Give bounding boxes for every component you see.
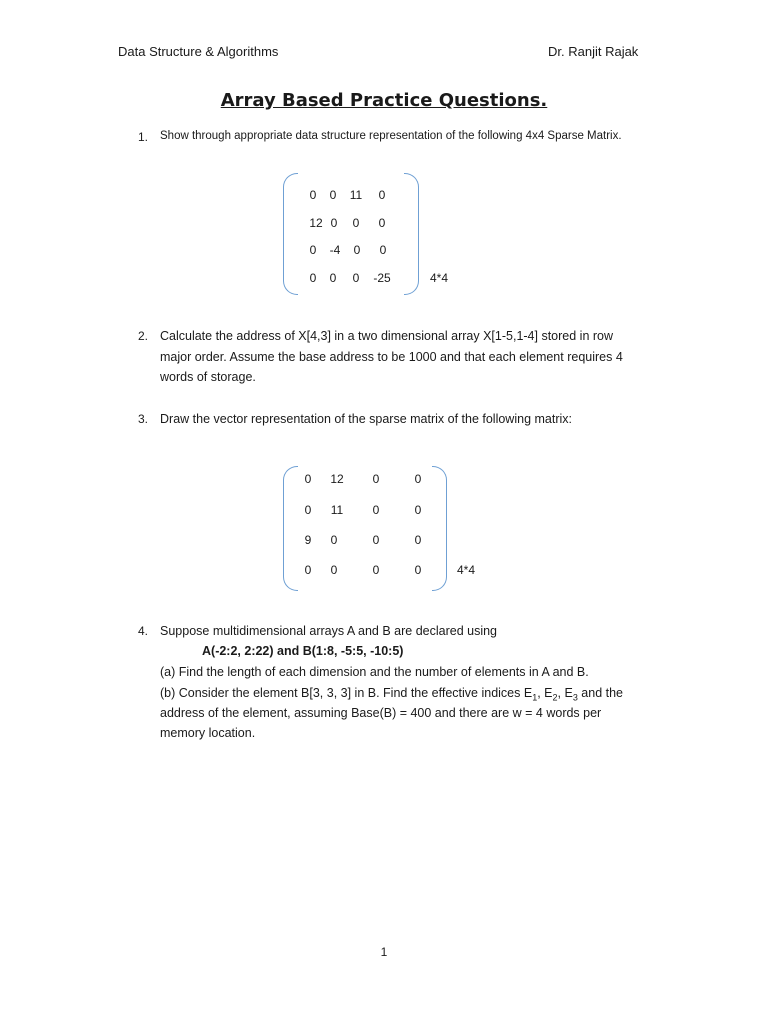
matrix-cell: 0 xyxy=(372,533,380,547)
matrix-cell: 9 xyxy=(304,533,312,547)
matrix-cell: 0 xyxy=(329,188,337,202)
page-number: 1 xyxy=(380,945,388,959)
q2-number: 2. xyxy=(138,329,149,343)
matrix-cell: -4 xyxy=(329,243,341,257)
matrix-cell: 0 xyxy=(304,472,312,486)
q1-text: Show through appropriate data structure representation of the following 4x4 Sparse Matrix. xyxy=(160,130,622,142)
matrix-cell: 0 xyxy=(304,503,312,517)
matrix-cell: 0 xyxy=(304,563,312,577)
matrix-cell: 12 xyxy=(330,472,344,486)
matrix-cell: 0 xyxy=(309,243,317,257)
matrix-cell: 0 xyxy=(352,216,360,230)
matrix-cell: 11 xyxy=(349,188,363,202)
matrix-cell: 0 xyxy=(329,271,337,285)
separator: , E xyxy=(537,686,553,700)
header-course: Data Structure & Algorithms xyxy=(118,44,279,59)
q4-part-b-tail: and the xyxy=(577,686,624,700)
matrix-cell: 0 xyxy=(414,472,422,486)
matrix-cell: 0 xyxy=(353,243,361,257)
matrix-cell: 0 xyxy=(309,271,317,285)
subscript: 3 xyxy=(572,692,578,703)
matrix-cell: 0 xyxy=(378,216,386,230)
matrix-cell: 0 xyxy=(372,563,380,577)
q3-matrix-left-bracket xyxy=(283,466,298,591)
matrix-cell: 0 xyxy=(414,533,422,547)
q4-part-b-line3: memory location. xyxy=(160,726,256,740)
matrix-cell: 0 xyxy=(352,271,360,285)
matrix-cell: 0 xyxy=(379,243,387,257)
matrix-cell: 0 xyxy=(414,563,422,577)
q1-matrix-dimension: 4*4 xyxy=(430,271,449,285)
page-title: Array Based Practice Questions. xyxy=(220,90,548,111)
q2-text xyxy=(160,326,660,388)
q4-part-a: (a) Find the length of each dimension and the number of elements in A and B. xyxy=(160,665,589,679)
subscript: 1 xyxy=(532,692,538,703)
matrix-cell: -25 xyxy=(373,271,391,285)
q4-number: 4. xyxy=(138,624,149,638)
header-author: Dr. Ranjit Rajak xyxy=(548,44,639,59)
matrix-cell: 0 xyxy=(414,503,422,517)
q4-part-b-line2: address of the element, assuming Base(B) = 400 and there are w = 4 words per xyxy=(160,706,602,720)
matrix-cell: 0 xyxy=(330,216,338,230)
matrix-cell: 0 xyxy=(372,503,380,517)
q2-line: words of storage. xyxy=(160,370,256,384)
q3-matrix-dimension: 4*4 xyxy=(457,563,476,577)
matrix-cell: 0 xyxy=(378,188,386,202)
subscript: 2 xyxy=(552,692,558,703)
matrix-cell: 0 xyxy=(330,533,338,547)
q2-line: major order. Assume the base address to be 1000 and that each element requires 4 xyxy=(160,349,623,364)
q1-matrix-left-bracket xyxy=(283,173,298,295)
q1-number: 1. xyxy=(138,130,149,144)
q3-text: Draw the vector representation of the sparse matrix of the following matrix: xyxy=(160,412,572,426)
q4-declaration: A(-2:2, 2:22) and B(1:8, -5:5, -10:5) xyxy=(202,644,404,658)
q2-line: Calculate the address of X[4,3] in a two dimensional array X[1-5,1-4] stored in row xyxy=(160,329,614,343)
q1-matrix-right-bracket xyxy=(404,173,419,295)
separator: , E xyxy=(557,686,573,700)
matrix-cell: 0 xyxy=(330,563,338,577)
q4-part-b-text: (b) Consider the element B[3, 3, 3] in B. Find the effective indices E xyxy=(160,686,533,700)
matrix-cell: 11 xyxy=(330,503,344,517)
matrix-cell: 0 xyxy=(372,472,380,486)
q4-intro: Suppose multidimensional arrays A and B are declared using xyxy=(160,624,498,638)
q3-number: 3. xyxy=(138,412,149,426)
matrix-cell: 12 xyxy=(309,216,323,230)
matrix-cell: 0 xyxy=(309,188,317,202)
q3-matrix-right-bracket xyxy=(432,466,447,591)
